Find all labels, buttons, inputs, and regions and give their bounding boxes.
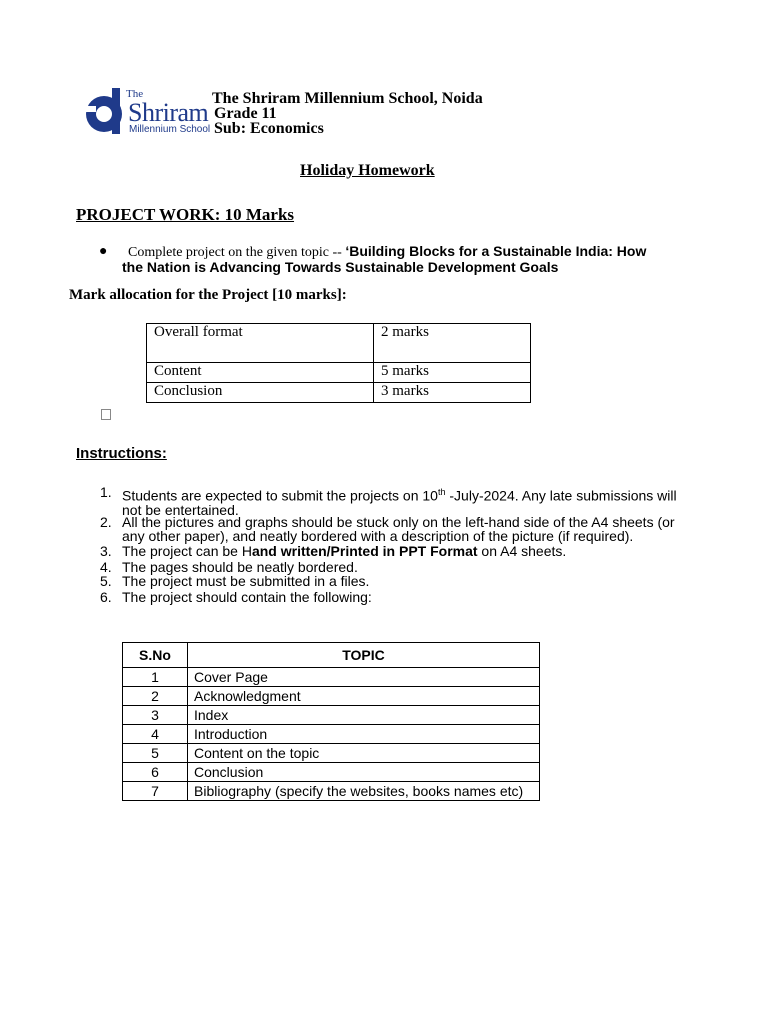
page-title: Holiday Homework (300, 162, 435, 179)
instruction-number: 5. (100, 573, 112, 589)
instruction-part: All the pictures and graphs should be stuck only on the left-hand side of the A4 sheets (or (122, 514, 675, 530)
instruction-text: The project should contain the following: (122, 589, 372, 605)
topic-line2: the Nation is Advancing Towards Sustainable Development Goals (122, 259, 559, 275)
row-topic: Bibliography (specify the websites, books names etc) (188, 782, 540, 801)
topic-table (122, 642, 540, 801)
table-row (123, 687, 540, 706)
instruction-text (122, 515, 682, 543)
topic-line1: ‘Building Blocks for a Sustainable India: How (345, 243, 647, 259)
marks-item: Overall format (147, 324, 374, 363)
instruction-number: 6. (100, 589, 112, 605)
school-logo (82, 86, 211, 138)
column-header-sno: S.No (123, 643, 188, 668)
row-topic: Acknowledgment (188, 687, 540, 706)
table-row (147, 324, 531, 363)
row-topic: Conclusion (188, 763, 540, 782)
instruction-part: not be entertained. (122, 501, 239, 518)
row-topic: Cover Page (188, 668, 540, 687)
instruction-text (122, 485, 682, 517)
project-topic (128, 244, 688, 260)
row-topic: Index (188, 706, 540, 725)
marks-value: 2 marks (374, 324, 531, 363)
instruction-text: The pages should be neatly bordered. (122, 559, 358, 575)
table-row (123, 706, 540, 725)
superscript: th (437, 487, 446, 497)
table-row (123, 763, 540, 782)
table-row (123, 668, 540, 687)
table-row (147, 383, 531, 403)
column-header-topic: TOPIC (188, 643, 540, 668)
marks-value: 3 marks (374, 383, 531, 403)
instruction-number: 2. (100, 514, 112, 530)
school-name: The Shriram Millennium School, Noida (212, 90, 483, 107)
instruction-part: Students are expected to submit the projects on 10 (122, 487, 438, 504)
row-number: 6 (123, 763, 188, 782)
grade: Grade 11 (214, 105, 277, 122)
topic-lead: Complete project on the given topic -- (128, 245, 346, 260)
table-header-row (123, 643, 540, 668)
bullet-icon: ● (99, 244, 108, 259)
row-number: 7 (123, 782, 188, 801)
instruction-part: on A4 sheets. (477, 543, 567, 559)
table-row (123, 782, 540, 801)
shri-emblem-icon (82, 86, 128, 138)
logo-subtitle: Millennium School (129, 124, 211, 135)
logo-the: The (126, 88, 144, 100)
table-row (147, 363, 531, 383)
instruction-part: -July-2024. Any late submissions will (445, 487, 677, 504)
row-number: 4 (123, 725, 188, 744)
logo-name: Shriram (128, 98, 209, 127)
instruction-bold: and written/Printed in PPT Format (251, 543, 478, 559)
table-row (123, 725, 540, 744)
mark-allocation-heading: Mark allocation for the Project [10 marks]: (69, 287, 347, 303)
row-number: 1 (123, 668, 188, 687)
instruction-number: 3. (100, 543, 112, 559)
empty-checkbox-icon (101, 409, 111, 420)
row-number: 3 (123, 706, 188, 725)
instruction-text: The project must be submitted in a files. (122, 573, 370, 589)
instruction-number: 1. (100, 484, 112, 500)
project-heading: PROJECT WORK: 10 Marks (76, 205, 295, 224)
instruction-part: any other paper), and neatly bordered with a description of the picture (if required). (122, 528, 634, 544)
row-number: 2 (123, 687, 188, 706)
instruction-text (122, 544, 682, 558)
marks-value: 5 marks (374, 363, 531, 383)
row-topic: Content on the topic (188, 744, 540, 763)
instructions-heading: Instructions: (76, 445, 167, 462)
marks-item: Content (147, 363, 374, 383)
marks-table (146, 323, 531, 403)
table-row (123, 744, 540, 763)
instruction-part: The project can be H (122, 543, 252, 559)
marks-item: Conclusion (147, 383, 374, 403)
row-topic: Introduction (188, 725, 540, 744)
row-number: 5 (123, 744, 188, 763)
instruction-number: 4. (100, 559, 112, 575)
subject: Sub: Economics (214, 120, 324, 137)
